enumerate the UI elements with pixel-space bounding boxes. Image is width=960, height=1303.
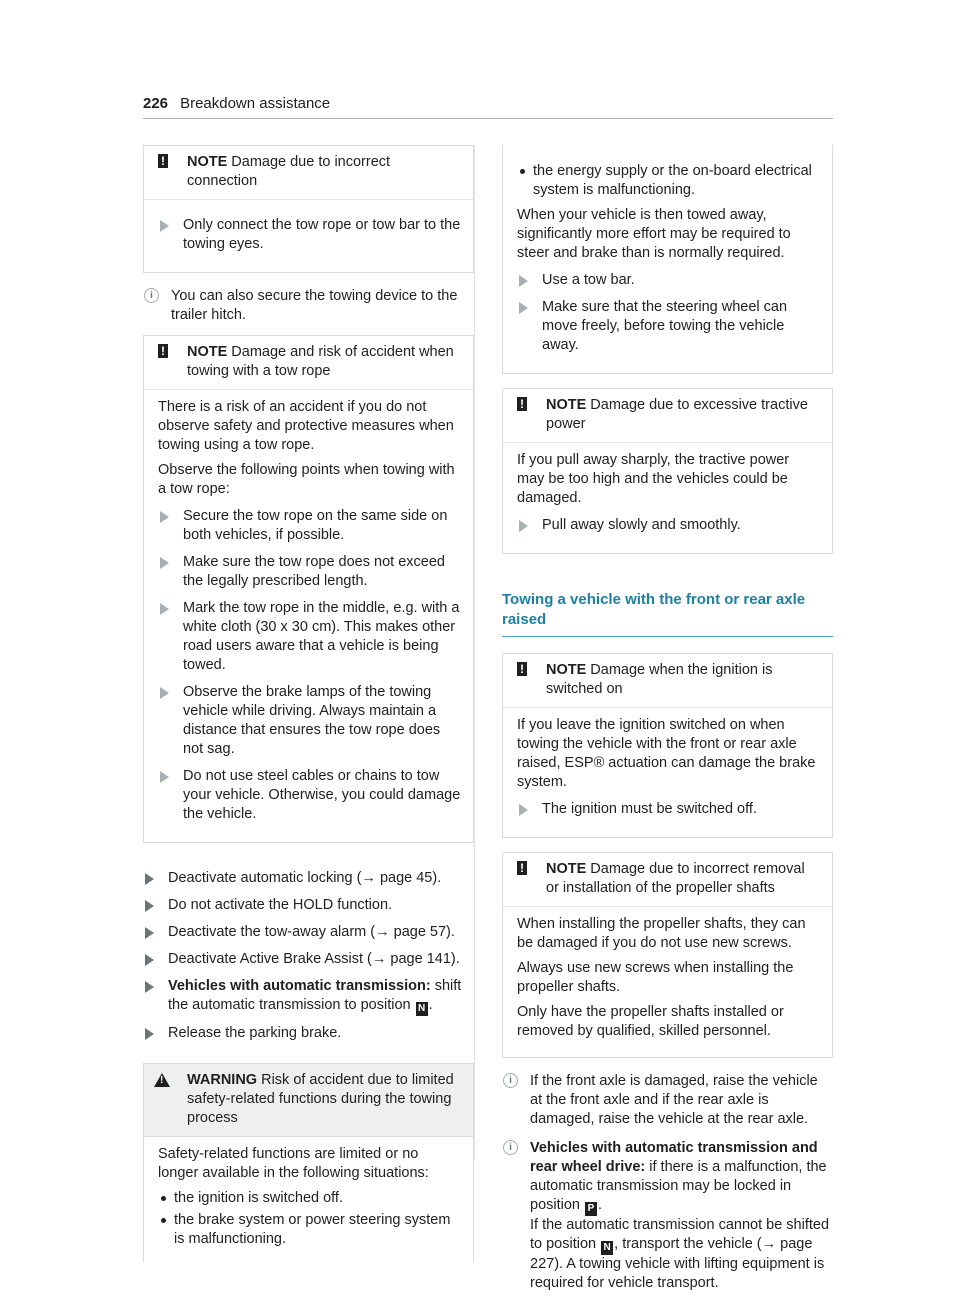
note-title: Damage due to incorrect removal or installation of the propeller shafts: [546, 861, 805, 896]
bullet-item: the brake system or power steering system is malfunctioning.: [158, 1211, 461, 1249]
tip-automatic-transmission: i Vehicles with automatic transmission and rear wheel drive: if there is a malfunction, the automatic transmission may be locked in position P . If the automatic transmission cannot be shifted to position N , transport the vehicle (→ page 227). A towing vehicle with lifting equipment is required for vehicle transport.: [502, 1139, 833, 1293]
step: Release the parking brake.: [143, 1024, 474, 1043]
warning-paragraph: When your vehicle is then towed away, significantly more effort may be required to steer and brake than is normally required.: [517, 207, 791, 261]
step: Only connect the tow rope or tow bar to the towing eyes.: [158, 216, 461, 254]
arrow-right-icon: [519, 520, 528, 532]
note-paragraph: Only have the propeller shafts installed or removed by qualified, skilled personnel.: [517, 1004, 784, 1039]
warning-box-continued: [502, 145, 833, 374]
note-paragraph: Always use new screws when installing the propeller shafts.: [517, 960, 794, 995]
step: Make sure the tow rope does not exceed the legally prescribed length.: [158, 553, 461, 591]
left-column: [143, 145, 474, 1276]
arrow-right-icon: [160, 557, 169, 569]
note-propeller-shafts: [502, 852, 833, 1058]
notice-icon: !: [517, 662, 527, 676]
note-incorrect-connection: [143, 145, 474, 273]
note-ignition: [502, 653, 833, 838]
step: Deactivate Active Brake Assist (→ page 141).: [143, 950, 474, 969]
step: Do not activate the HOLD function.: [143, 896, 474, 915]
arrow-right-icon: [145, 1028, 154, 1040]
warning-icon: !: [154, 1073, 170, 1087]
section-heading: Towing a vehicle with the front or rear axle raised: [502, 568, 833, 637]
notice-icon: !: [158, 344, 168, 358]
info-icon: i: [144, 288, 159, 303]
bullet-item: the energy supply or the on-board electrical system is malfunctioning.: [517, 162, 820, 200]
note-paragraph: There is a risk of an accident if you do not observe safety and protective measures when towing using a tow rope.: [158, 399, 454, 453]
step: Make sure that the steering wheel can move freely, before towing the vehicle away.: [517, 298, 820, 355]
arrow-right-icon: [160, 511, 169, 523]
tip: i You can also secure the towing device to the trailer hitch.: [143, 287, 474, 325]
notice-icon: !: [517, 397, 527, 411]
note-label: NOTE: [546, 861, 587, 877]
note-title: Damage when the ignition is switched on: [546, 662, 773, 697]
note-label: NOTE: [187, 154, 228, 170]
step: The ignition must be switched off.: [517, 800, 820, 819]
step: Deactivate automatic locking (→ page 45).: [143, 869, 474, 888]
notice-icon: !: [517, 861, 527, 875]
note-title: Damage due to incorrect connection: [187, 154, 391, 189]
warning-label: WARNING: [187, 1072, 258, 1088]
step-automatic-transmission: Vehicles with automatic transmission: shift the automatic transmission to position N .: [143, 977, 474, 1016]
warning-box: [143, 1063, 474, 1262]
arrow-right-icon: [145, 954, 154, 966]
note-paragraph: Observe the following points when towing with a tow rope:: [158, 462, 455, 497]
warning-title: Risk of accident due to limited safety-related functions during the towing process: [187, 1072, 454, 1126]
note-paragraph: When installing the propeller shafts, they can be damaged if you do not use new screws.: [517, 916, 806, 951]
note-paragraph: If you leave the ignition switched on when towing the vehicle with the front or rear axle raised, ESP® actuation can damage the brake system.: [517, 717, 816, 790]
info-icon: i: [503, 1073, 518, 1088]
notice-icon: !: [158, 154, 168, 168]
info-icon: i: [503, 1140, 518, 1155]
note-tow-rope: [143, 335, 474, 843]
note-title: Damage and risk of accident when towing with a tow rope: [187, 344, 454, 379]
right-column: [502, 145, 833, 1303]
warning-paragraph: Safety-related functions are limited or no longer available in the following situations:: [158, 1146, 429, 1181]
arrow-right-icon: [145, 873, 154, 885]
arrow-right-icon: [519, 275, 528, 287]
arrow-right-icon: [519, 302, 528, 314]
note-tractive-power: [502, 388, 833, 554]
page-number: 226: [143, 95, 169, 112]
note-label: NOTE: [546, 662, 587, 678]
step: Secure the tow rope on the same side on both vehicles, if possible.: [158, 507, 461, 545]
note-label: NOTE: [187, 344, 228, 360]
step: Use a tow bar.: [517, 271, 820, 290]
step: Deactivate the tow-away alarm (→ page 57).: [143, 923, 474, 942]
note-title: Damage due to excessive tractive power: [546, 397, 808, 432]
note-paragraph: If you pull away sharply, the tractive power may be too high and the vehicles could be damaged.: [517, 452, 790, 506]
arrow-right-icon: [160, 603, 169, 615]
arrow-right-icon: [160, 771, 169, 783]
step: Observe the brake lamps of the towing vehicle while driving. Always maintain a distance that ensures the tow rope does not sag.: [158, 683, 461, 759]
arrow-right-icon: [160, 220, 169, 232]
gear-n-symbol: N: [416, 1002, 428, 1016]
bullet-item: the ignition is switched off.: [158, 1189, 461, 1208]
arrow-right-icon: [145, 927, 154, 939]
tip: i If the front axle is damaged, raise the vehicle at the front axle and if the rear axle is damaged, raise the vehicle at the rear axle.: [502, 1072, 833, 1129]
column-divider: [474, 145, 475, 1160]
gear-p-symbol: P: [585, 1202, 597, 1216]
arrow-right-icon: [519, 804, 528, 816]
note-label: NOTE: [546, 397, 587, 413]
step: Mark the tow rope in the middle, e.g. with a white cloth (30 x 30 cm). This makes other road users aware that a vehicle is being towed.: [158, 599, 461, 675]
page-header: [143, 94, 833, 119]
arrow-right-icon: [145, 981, 154, 993]
gear-n-symbol: N: [601, 1241, 613, 1255]
arrow-right-icon: [160, 687, 169, 699]
page-title: Breakdown assistance: [180, 95, 331, 112]
step: Pull away slowly and smoothly.: [517, 516, 820, 535]
arrow-right-icon: [145, 900, 154, 912]
step: Do not use steel cables or chains to tow your vehicle. Otherwise, you could damage the vehicle.: [158, 767, 461, 824]
